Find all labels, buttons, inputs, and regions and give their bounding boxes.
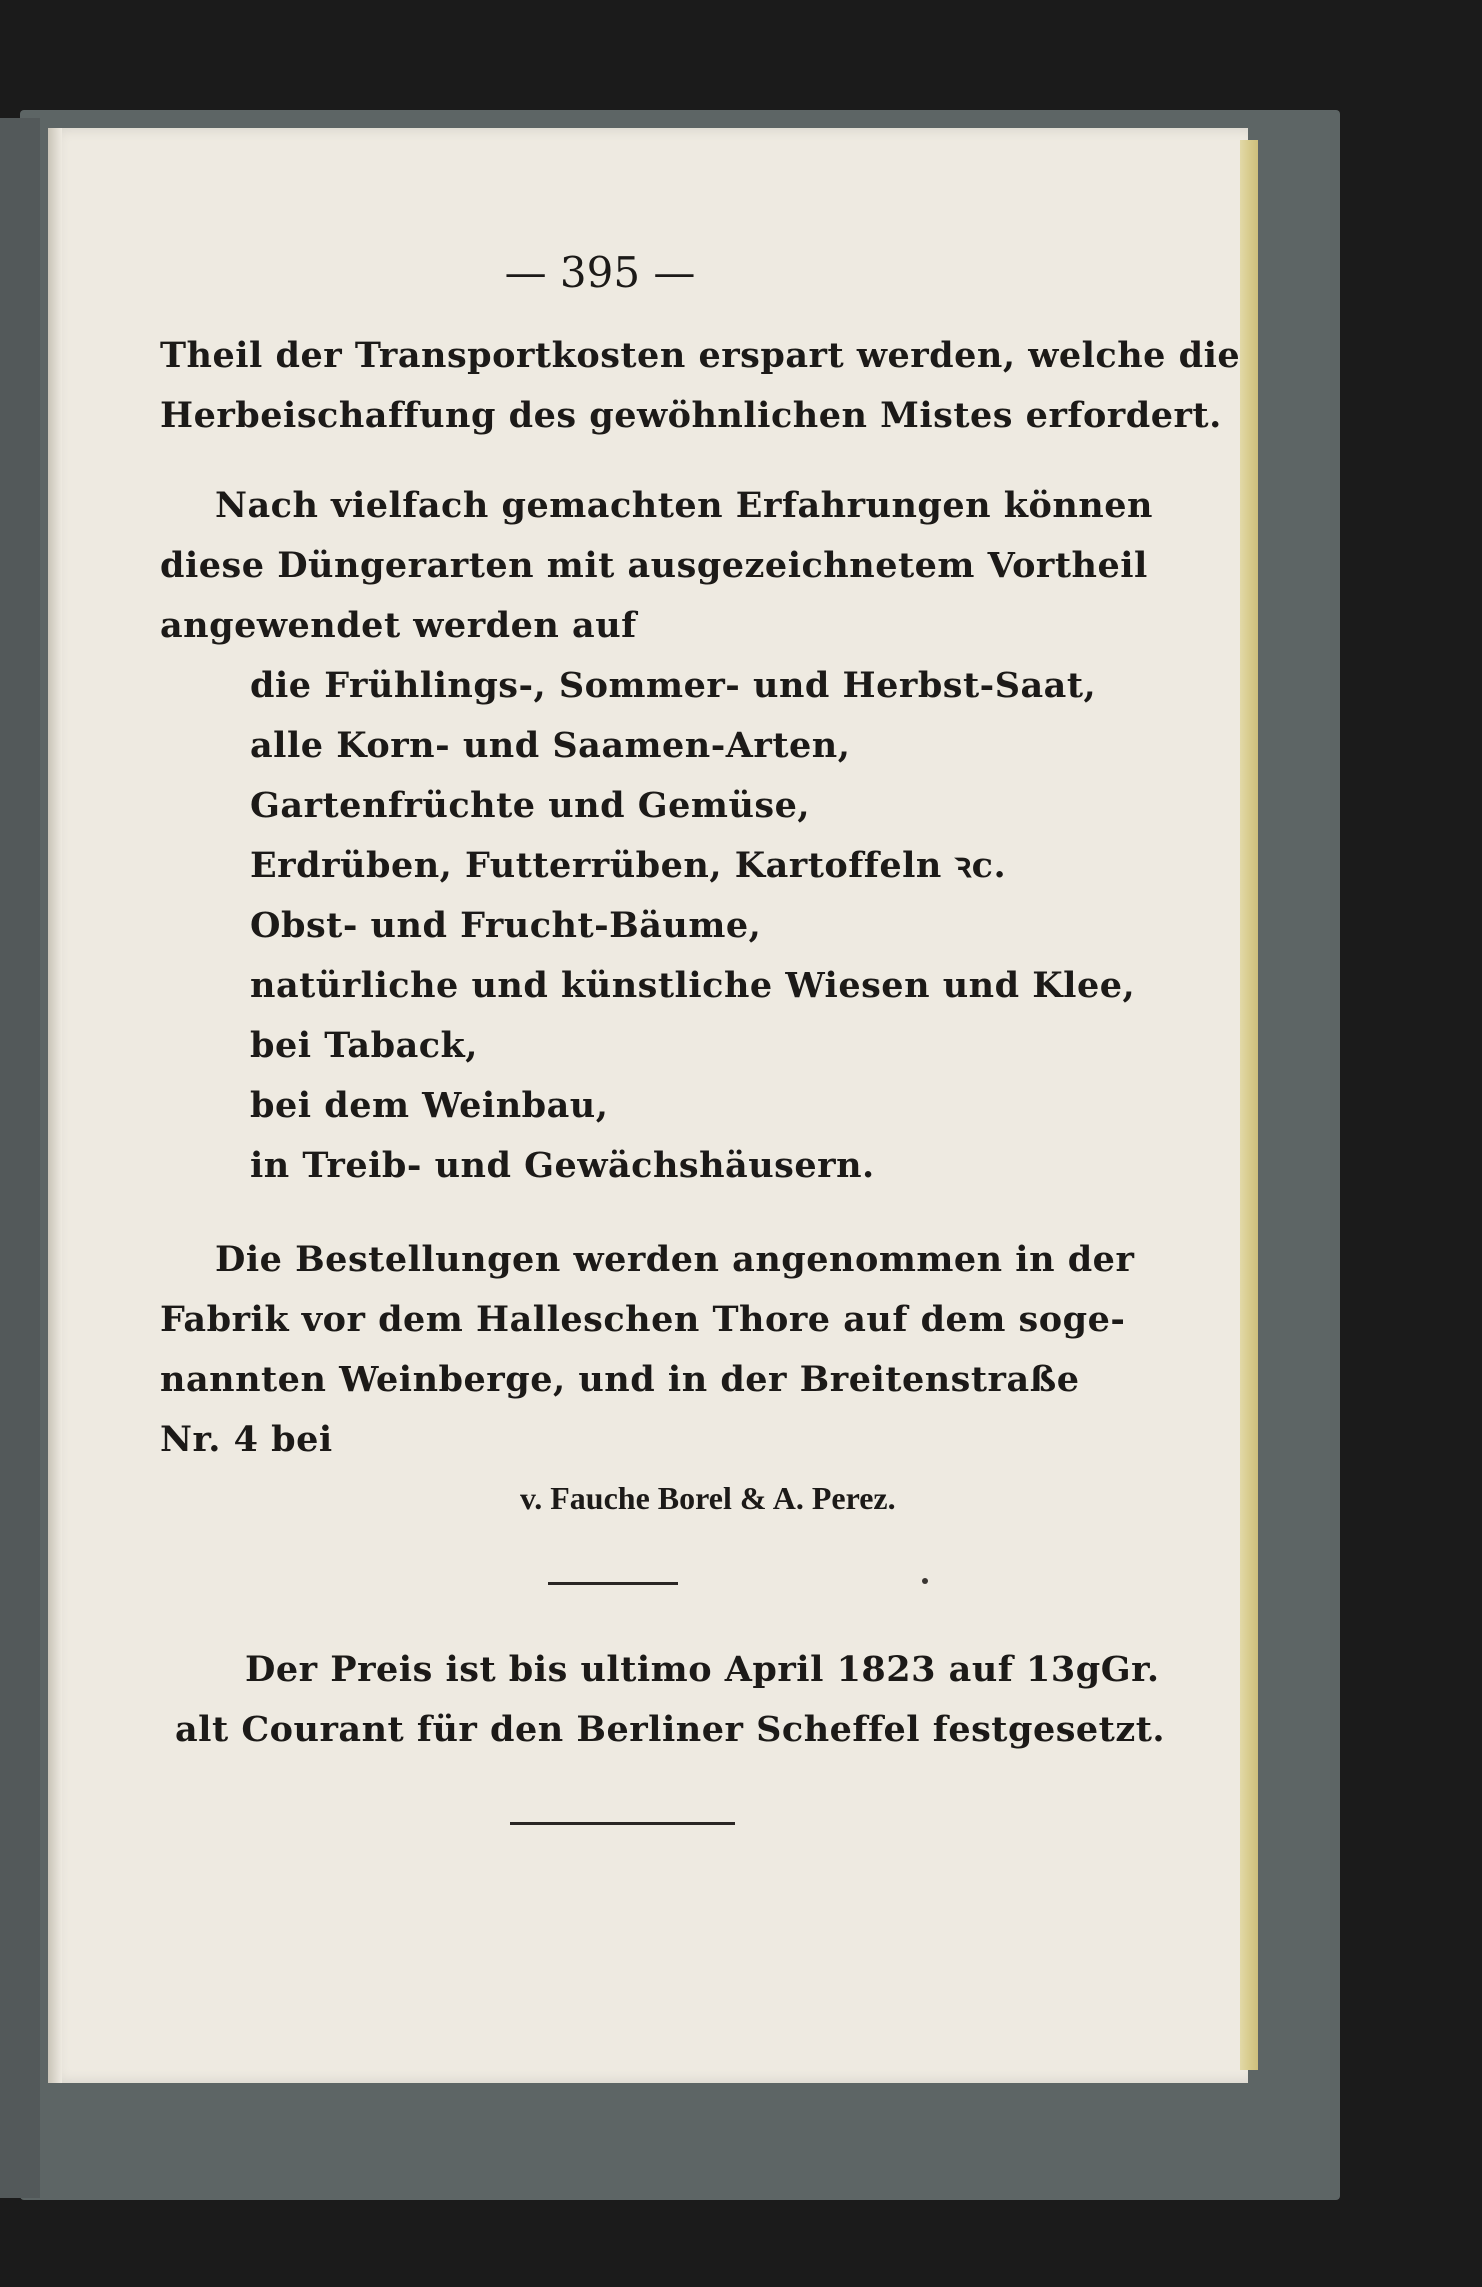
list-item: in Treib- und Gewächshäusern. xyxy=(250,1145,875,1186)
page-gutter xyxy=(48,128,62,2083)
text-line: angewendet werden auf xyxy=(160,605,637,646)
list-item: bei Taback, xyxy=(250,1025,478,1066)
text-line: Fabrik vor dem Halleschen Thore auf dem soge- xyxy=(160,1299,1126,1340)
page-edges xyxy=(1240,140,1258,2070)
page-number: — 395 — xyxy=(504,248,696,297)
text-line: nannten Weinberge, und in der Breitenstraße xyxy=(160,1359,1080,1400)
cover-spine xyxy=(0,118,40,2198)
list-item: die Frühlings-, Sommer- und Herbst-Saat, xyxy=(250,665,1097,706)
end-rule xyxy=(510,1822,735,1825)
divider-rule xyxy=(548,1582,678,1585)
text-line: Der Preis ist bis ultimo April 1823 auf 13gGr. xyxy=(245,1649,1160,1690)
text-line: Nach vielfach gemachten Erfahrungen können xyxy=(215,485,1153,526)
list-item: bei dem Weinbau, xyxy=(250,1085,609,1126)
list-item: natürliche und künstliche Wiesen und Klee, xyxy=(250,965,1136,1006)
text-line: alt Courant für den Berliner Scheffel festgesetzt. xyxy=(175,1709,1166,1750)
text-line: Theil der Transportkosten erspart werden, welche die xyxy=(160,335,1241,376)
text-line: diese Düngerarten mit ausgezeichnetem Vortheil xyxy=(160,545,1148,586)
signature: v. Fauche Borel & A. Perez. xyxy=(520,1480,896,1516)
ink-speck xyxy=(922,1578,928,1584)
text-line: Herbeischaffung des gewöhnlichen Mistes erfordert. xyxy=(160,395,1222,436)
list-item: alle Korn- und Saamen-Arten, xyxy=(250,725,851,766)
list-item: Erdrüben, Futterrüben, Kartoffeln ꝛc. xyxy=(250,845,1007,886)
list-item: Obst- und Frucht-Bäume, xyxy=(250,905,762,946)
text-line: Die Bestellungen werden angenommen in der xyxy=(215,1239,1135,1280)
list-item: Gartenfrüchte und Gemüse, xyxy=(250,785,811,826)
text-line: Nr. 4 bei xyxy=(160,1419,333,1460)
